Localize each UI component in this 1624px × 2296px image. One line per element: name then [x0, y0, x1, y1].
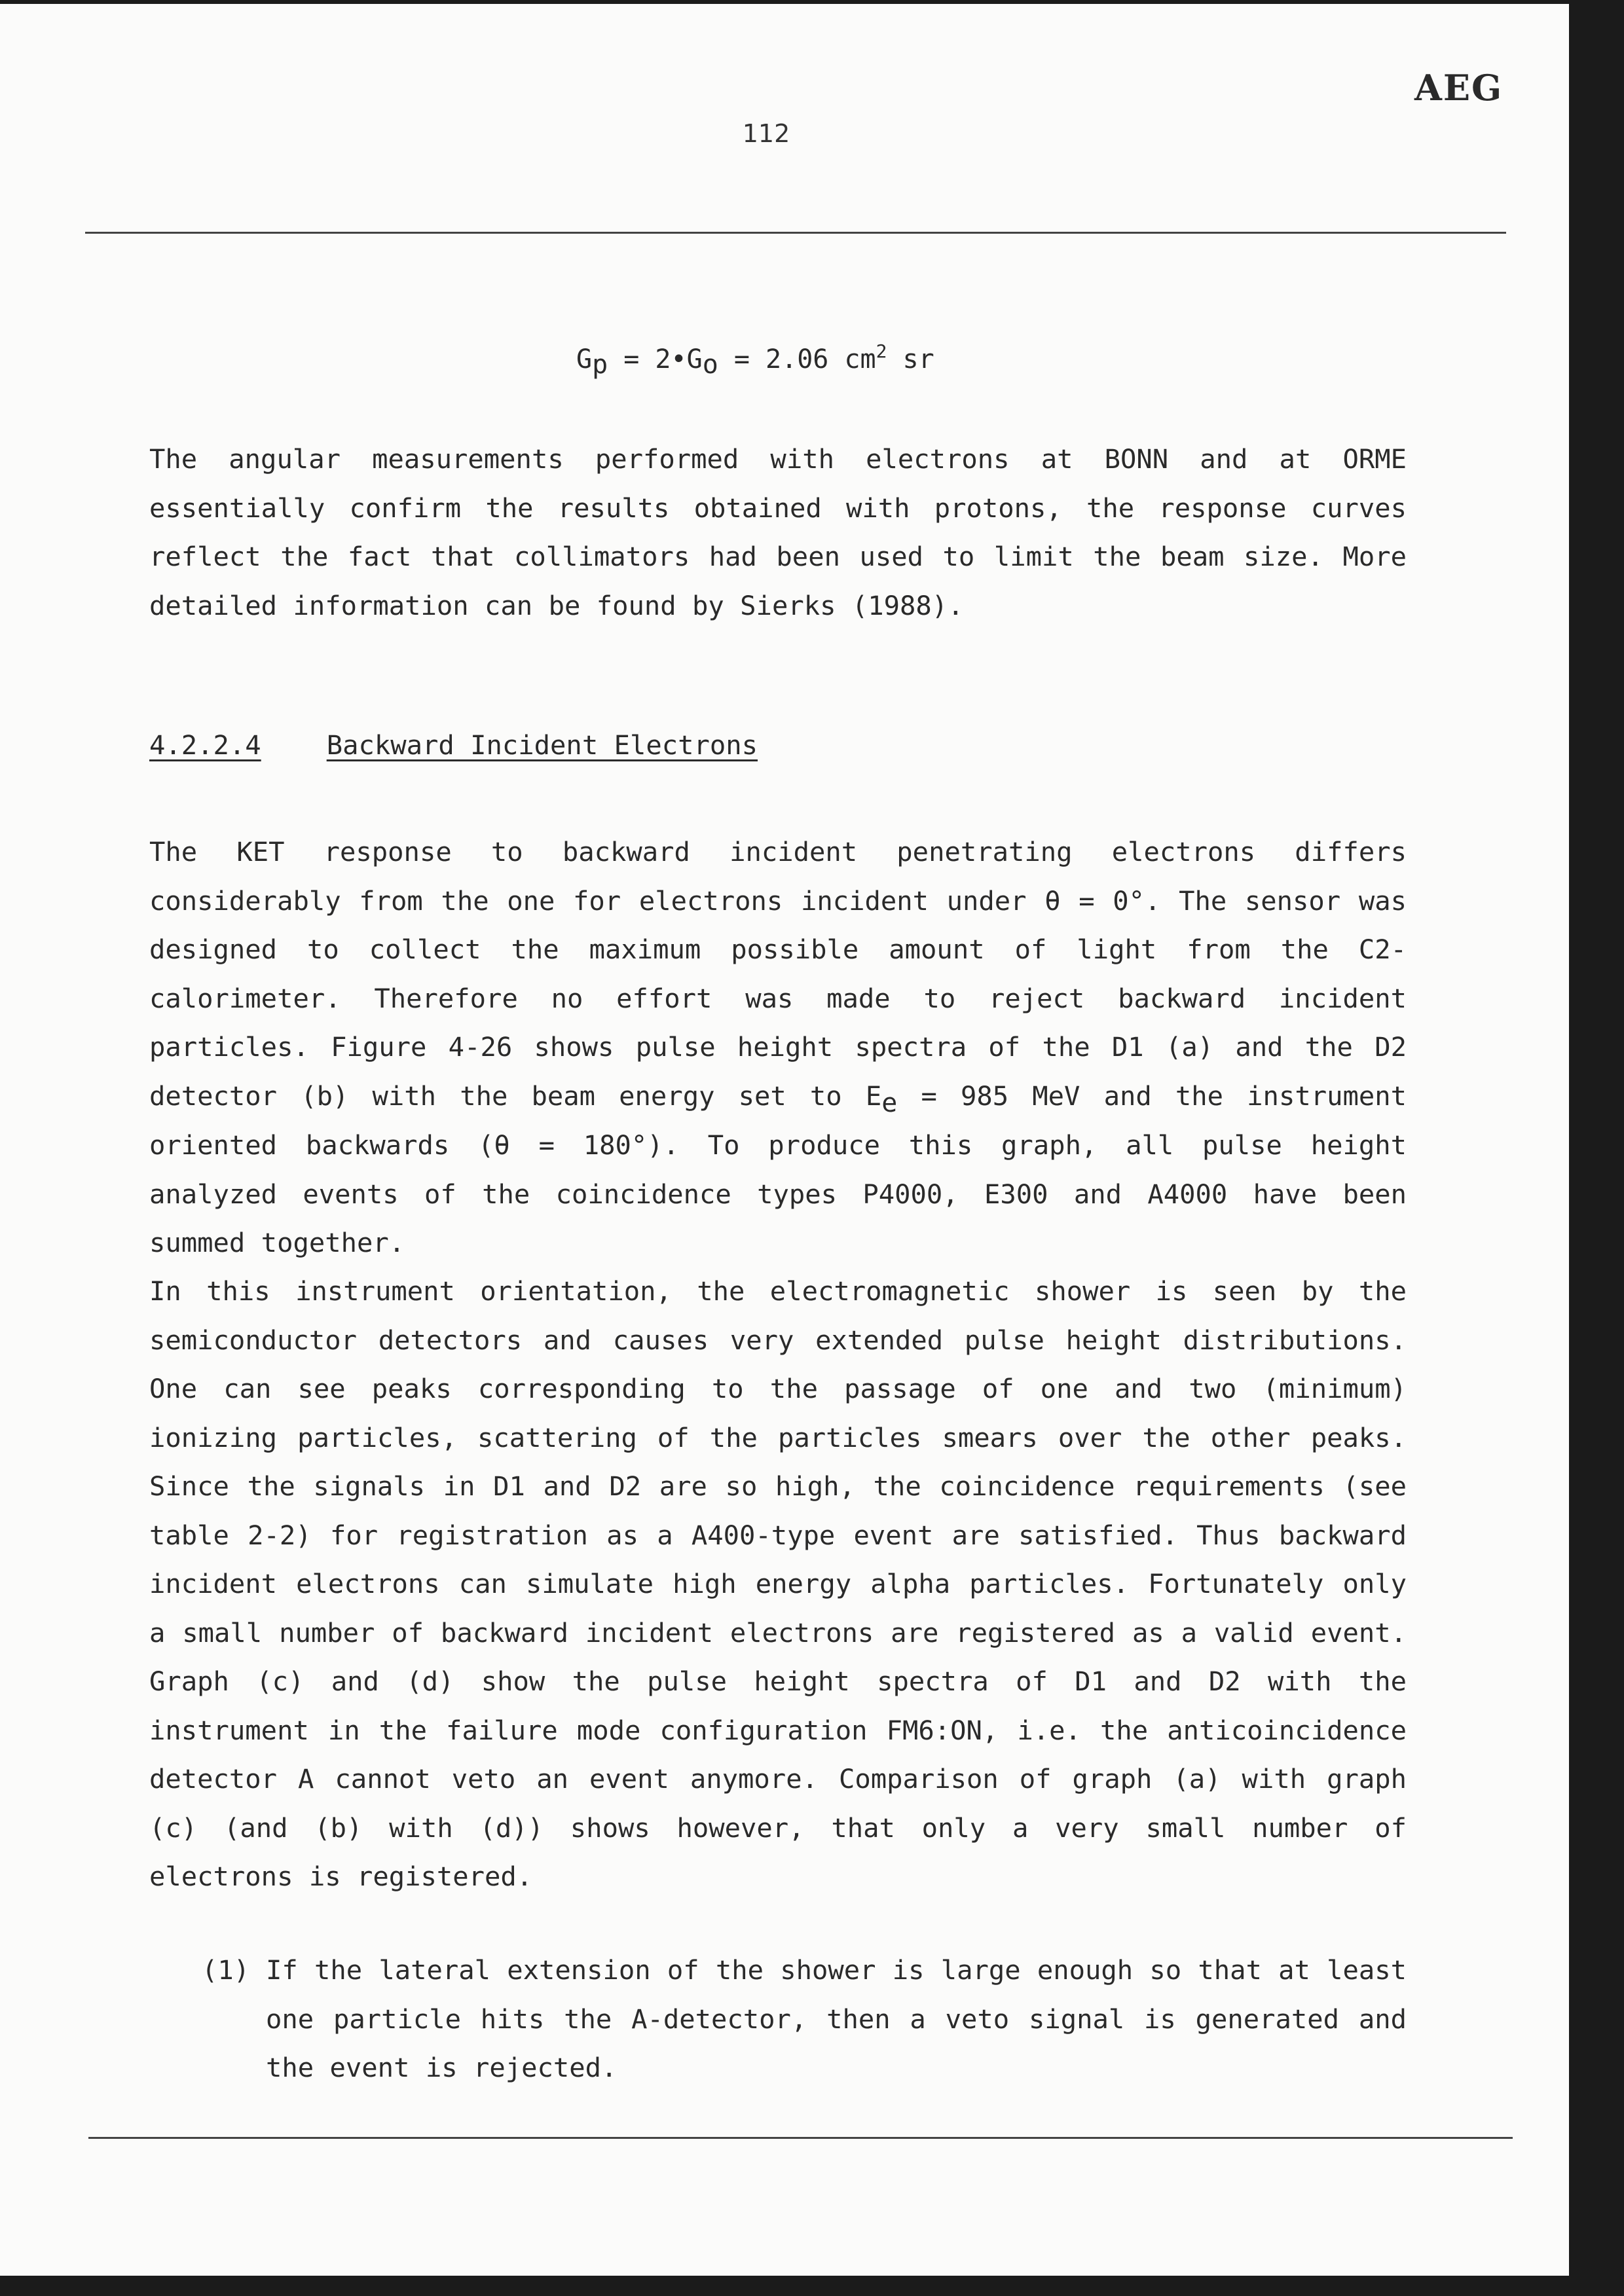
- formula-subscript-o: o: [702, 350, 718, 380]
- formula-equals-part2: = 2.06 cm: [718, 344, 876, 374]
- formula-exponent: 2: [876, 340, 887, 362]
- paragraph-ket-response: [149, 828, 1407, 1267]
- document-page: [0, 4, 1569, 2276]
- section-number: 4.2.2.4: [149, 729, 261, 761]
- formula-subscript-p: p: [592, 350, 608, 380]
- list-marker: (1): [202, 1954, 250, 1986]
- section-title: Backward Incident Electrons: [326, 729, 758, 761]
- formula-unit: sr: [887, 344, 934, 374]
- list-item-text: If the lateral extension of the shower is large enough so that at least one particle hits the A-detector, then a veto signal is generated and the event is rejected.: [266, 1954, 1407, 2083]
- geometry-factor-formula: [576, 340, 934, 380]
- paragraph-ket-response-part2: = 985 MeV and the instrument oriented backwards (θ = 180°). To produce this graph, all pulse height analyzed events of the coincidence types P4000, E300 and A4000 have been summed together.: [149, 1080, 1407, 1258]
- list-item: [202, 1946, 1407, 2092]
- header-divider: [85, 232, 1506, 234]
- formula-equals-part1: = 2•G: [608, 344, 703, 374]
- formula-g: G: [576, 344, 593, 374]
- paragraph-ket-response-part1: The KET response to backward incident penetrating electrons differs considerably from the one for electrons incident under θ = 0°. The sensor was designed to collect the maximum possible amount of light from the C2-calorimeter. Therefore no effort was made to reject backward incident particles. Figure 4-26 shows pulse height spectra of the D1 (a) and the D2 detector (b) with the beam energy set to E: [149, 836, 1407, 1112]
- aeg-logo: AEG: [1414, 67, 1504, 109]
- energy-subscript: e: [881, 1087, 898, 1118]
- paragraph-instrument-orientation: In this instrument orientation, the electromagnetic shower is seen by the semiconductor detectors and causes very extended pulse height distributions. One can see peaks corresponding to the passage of one and two (minimum) ionizing particles, scattering of the particles smears over the other peaks. Since the signals in D1 and D2 are so high, the coincidence requirements (see table 2-2) for registration as a A400-type event are satisfied. Thus backward incident electrons can simulate high energy alpha particles. Fortunately only a small number of backward incident electrons are registered as a valid event. Graph (c) and (d) show the pulse height spectra of D1 and D2 with the instrument in the failure mode configuration FM6:ON, i.e. the anticoincidence detector A cannot veto an event anymore. Comparison of graph (a) with graph (c) (and (b) with (d)) shows however, that only a very small number of electrons is registered.: [149, 1275, 1407, 1892]
- section-heading: [149, 729, 758, 761]
- footer-divider: [88, 2137, 1513, 2139]
- paragraph-angular-measurements: The angular measurements performed with electrons at BONN and at ORME essentially confirm the results obtained with protons, the response curves reflect the fact that collimators had been used to limit the beam size. More detailed information can be found by Sierks (1988).: [149, 443, 1407, 621]
- page-number: 112: [742, 119, 790, 148]
